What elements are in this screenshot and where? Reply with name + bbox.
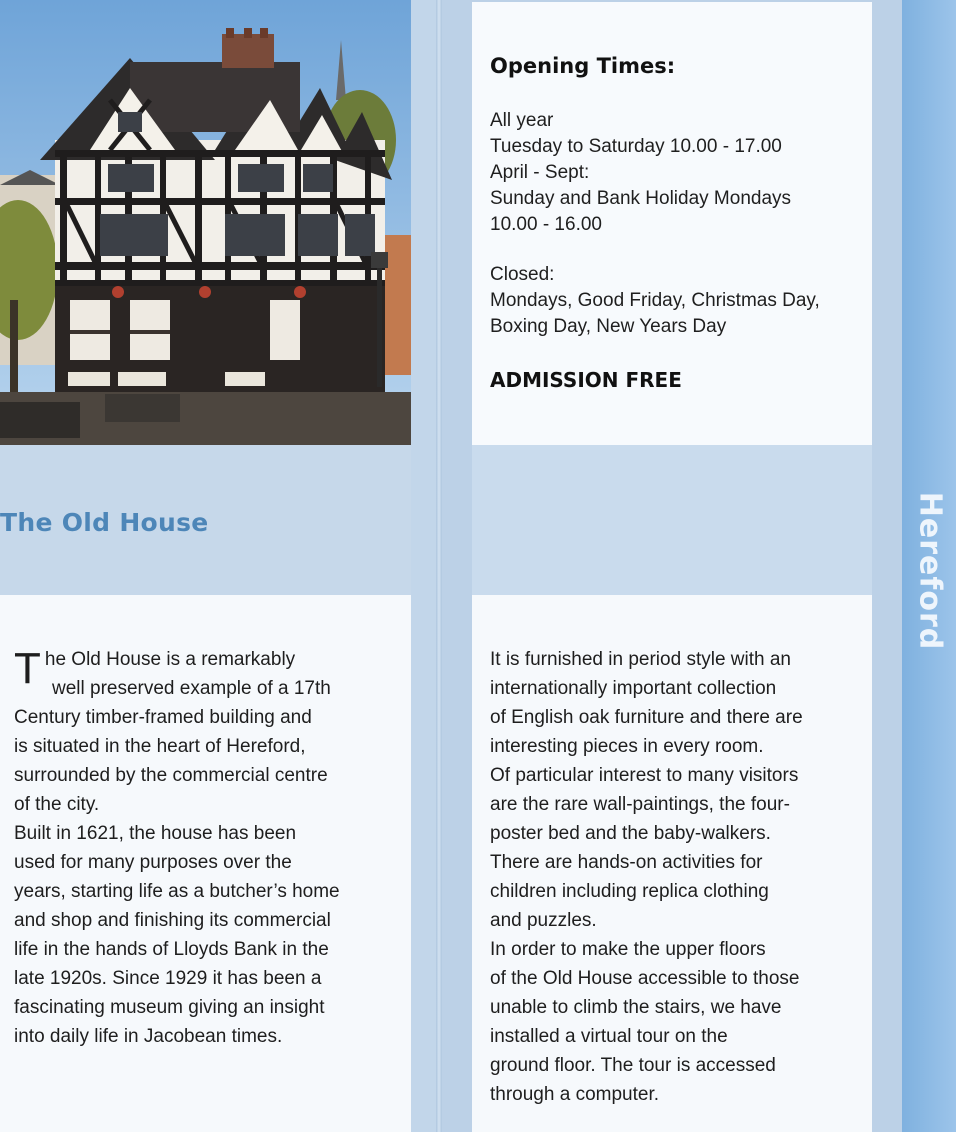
closed-line: Mondays, Good Friday, Christmas Day, — [490, 290, 820, 311]
text-line: he Old House is a remarkably — [44, 649, 296, 670]
page-title: The Old House — [0, 508, 209, 537]
hours-line: Tuesday to Saturday 10.00 - 17.00 — [490, 136, 782, 157]
text-line: interesting pieces in every room. — [490, 736, 764, 757]
text-line: children including replica clothing — [490, 881, 769, 902]
hours-line: 10.00 - 16.00 — [490, 214, 602, 235]
text-line: well preserved example of a 17th — [52, 678, 331, 699]
opening-times-details — [490, 108, 860, 238]
old-house-photo — [0, 0, 411, 445]
text-line: It is furnished in period style with an — [490, 649, 791, 670]
fold-line — [436, 0, 442, 1132]
text-line: installed a virtual tour on the — [490, 1026, 728, 1047]
text-line: Century timber-framed building and — [14, 707, 312, 728]
text-line: ground floor. The tour is accessed — [490, 1055, 776, 1076]
text-line: Of particular interest to many visitors — [490, 765, 799, 786]
text-line: and puzzles. — [490, 910, 597, 931]
hours-line: April - Sept: — [490, 162, 590, 183]
hours-line: Sunday and Bank Holiday Mondays — [490, 188, 792, 209]
opening-times-panel — [472, 2, 872, 445]
text-line: are the rare wall-paintings, the four- — [490, 794, 790, 815]
middle-band — [472, 445, 872, 595]
text-line: life in the hands of Lloyds Bank in the — [14, 939, 329, 960]
text-line: unable to climb the stairs, we have — [490, 997, 782, 1018]
title-band — [0, 445, 411, 595]
text-line: through a computer. — [490, 1084, 659, 1105]
closed-days — [490, 262, 820, 340]
text-line: poster bed and the baby-walkers. — [490, 823, 771, 844]
text-line: into daily life in Jacobean times. — [14, 1026, 283, 1047]
spine-title-text: Hereford — [912, 491, 948, 651]
hours-line: All year — [490, 110, 554, 131]
closed-line: Closed: — [490, 264, 555, 285]
drop-cap: T — [14, 644, 41, 693]
text-line: is situated in the heart of Hereford, — [14, 736, 306, 757]
text-line: and shop and finishing its commercial — [14, 910, 331, 931]
text-line: used for many purposes over the — [14, 852, 292, 873]
text-line: of the Old House accessible to those — [490, 968, 800, 989]
history-text — [14, 645, 404, 1051]
text-line: There are hands-on activities for — [490, 852, 763, 873]
text-line: late 1920s. Since 1929 it has been a — [14, 968, 322, 989]
text-line: of English oak furniture and there are — [490, 707, 803, 728]
opening-times-heading: Opening Times: — [490, 54, 676, 78]
text-line: In order to make the upper floors — [490, 939, 766, 960]
text-line: Built in 1621, the house has been — [14, 823, 297, 844]
text-line: of the city. — [14, 794, 100, 815]
collection-text — [490, 645, 870, 1109]
text-line: fascinating museum giving an insight — [14, 997, 325, 1018]
text-line: internationally important collection — [490, 678, 777, 699]
spine-title — [903, 476, 956, 666]
text-line: surrounded by the commercial centre — [14, 765, 328, 786]
text-line: years, starting life as a butcher’s home — [14, 881, 340, 902]
admission-note: ADMISSION FREE — [490, 368, 682, 392]
closed-line: Boxing Day, New Years Day — [490, 316, 727, 337]
